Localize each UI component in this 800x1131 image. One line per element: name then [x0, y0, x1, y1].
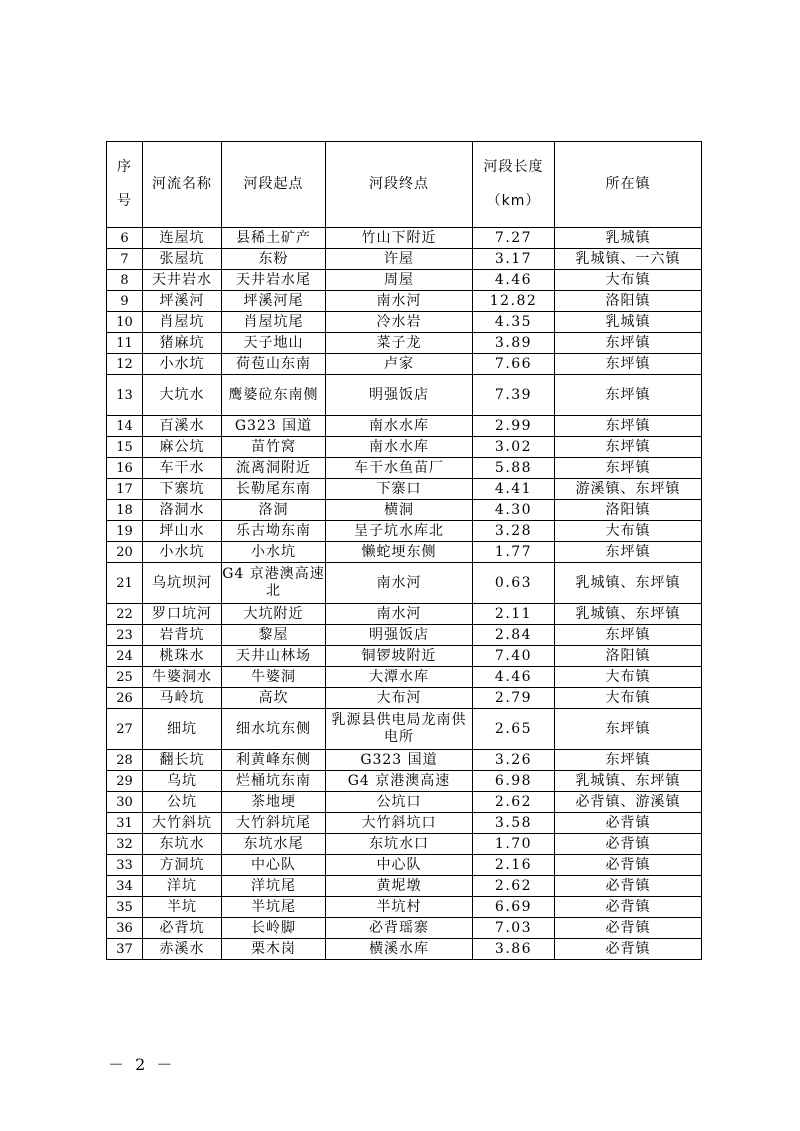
cell-end: 大潭水库: [326, 667, 473, 688]
cell-end: 大布河: [326, 688, 473, 709]
cell-town: 必背镇、游溪镇: [555, 792, 702, 813]
header-length-line2: （km）: [486, 193, 541, 209]
cell-start: 烂桶坑东南: [222, 771, 326, 792]
cell-end: 东坑水口: [326, 834, 473, 855]
cell-seq: 25: [107, 667, 143, 688]
cell-seq: 19: [107, 521, 143, 542]
cell-start: 大坑附近: [222, 604, 326, 625]
table-row: [107, 416, 702, 437]
cell-start: 小水坑: [222, 542, 326, 563]
cell-length: 5.88: [473, 458, 555, 479]
cell-end: 乳源县供电局龙南供电所: [326, 709, 473, 750]
cell-river-name: 麻公坑: [143, 437, 222, 458]
cell-length: 3.28: [473, 521, 555, 542]
table-row: [107, 291, 702, 312]
cell-length: 7.66: [473, 354, 555, 375]
cell-seq: 34: [107, 876, 143, 897]
cell-river-name: 天井岩水: [143, 270, 222, 291]
cell-seq: 31: [107, 813, 143, 834]
cell-seq: 20: [107, 542, 143, 563]
header-seq: [107, 142, 143, 228]
cell-seq: 7: [107, 249, 143, 270]
cell-length: 4.46: [473, 270, 555, 291]
cell-start: 天子地山: [222, 333, 326, 354]
cell-end: 许屋: [326, 249, 473, 270]
cell-seq: 14: [107, 416, 143, 437]
table-row: [107, 270, 702, 291]
cell-town: 大布镇: [555, 667, 702, 688]
cell-seq: 16: [107, 458, 143, 479]
cell-river-name: 半坑: [143, 897, 222, 918]
cell-river-name: 细坑: [143, 709, 222, 750]
cell-river-name: 东坑水: [143, 834, 222, 855]
header-river-name: 河流名称: [143, 142, 222, 228]
cell-start: 茶地埂: [222, 792, 326, 813]
header-seq-line1: 序: [117, 159, 132, 175]
cell-end: 大竹斜坑口: [326, 813, 473, 834]
table-row: [107, 792, 702, 813]
cell-river-name: 公坑: [143, 792, 222, 813]
cell-start: 半坑尾: [222, 897, 326, 918]
cell-town: 东坪镇: [555, 709, 702, 750]
cell-end: 横溪水库: [326, 939, 473, 960]
cell-town: 必背镇: [555, 876, 702, 897]
cell-length: 3.02: [473, 437, 555, 458]
cell-end: 中心队: [326, 855, 473, 876]
cell-town: 洛阳镇: [555, 291, 702, 312]
cell-river-name: 方洞坑: [143, 855, 222, 876]
cell-town: 必背镇: [555, 918, 702, 939]
cell-seq: 12: [107, 354, 143, 375]
header-seq-line2: 号: [117, 193, 132, 209]
cell-length: 2.16: [473, 855, 555, 876]
cell-town: 乳城镇、东坪镇: [555, 563, 702, 604]
cell-town: 乳城镇: [555, 228, 702, 249]
cell-seq: 29: [107, 771, 143, 792]
cell-start: 洛洞: [222, 500, 326, 521]
cell-length: 7.40: [473, 646, 555, 667]
cell-length: 0.63: [473, 563, 555, 604]
cell-end: 横洞: [326, 500, 473, 521]
cell-start: 中心队: [222, 855, 326, 876]
cell-river-name: 张屋坑: [143, 249, 222, 270]
cell-length: 3.86: [473, 939, 555, 960]
cell-river-name: 坪溪河: [143, 291, 222, 312]
cell-town: 洛阳镇: [555, 646, 702, 667]
cell-length: 2.99: [473, 416, 555, 437]
table-body: [107, 228, 702, 960]
cell-river-name: 翻长坑: [143, 750, 222, 771]
cell-start: 县稀土矿产: [222, 228, 326, 249]
cell-end: G323 国道: [326, 750, 473, 771]
cell-river-name: 大坑水: [143, 375, 222, 416]
cell-length: 6.69: [473, 897, 555, 918]
table-row: [107, 479, 702, 500]
cell-end: 车干水鱼苗厂: [326, 458, 473, 479]
cell-start: 长岭脚: [222, 918, 326, 939]
cell-seq: 17: [107, 479, 143, 500]
cell-length: 3.89: [473, 333, 555, 354]
cell-town: 东坪镇: [555, 625, 702, 646]
cell-seq: 11: [107, 333, 143, 354]
cell-start: 洋坑尾: [222, 876, 326, 897]
cell-town: 必背镇: [555, 834, 702, 855]
cell-end: 菜子龙: [326, 333, 473, 354]
cell-town: 必背镇: [555, 855, 702, 876]
cell-length: 3.26: [473, 750, 555, 771]
cell-town: 乳城镇、东坪镇: [555, 771, 702, 792]
cell-town: 东坪镇: [555, 437, 702, 458]
cell-town: 必背镇: [555, 939, 702, 960]
cell-town: 大布镇: [555, 270, 702, 291]
cell-river-name: 大竹斜坑: [143, 813, 222, 834]
cell-river-name: 牛婆洞水: [143, 667, 222, 688]
cell-town: 东坪镇: [555, 375, 702, 416]
cell-length: 2.84: [473, 625, 555, 646]
table-row: [107, 646, 702, 667]
cell-start: 荷苞山东南: [222, 354, 326, 375]
header-start: 河段起点: [222, 142, 326, 228]
table-row: [107, 939, 702, 960]
cell-river-name: 小水坑: [143, 542, 222, 563]
cell-end: 卢家: [326, 354, 473, 375]
table-row: [107, 855, 702, 876]
cell-seq: 6: [107, 228, 143, 249]
cell-seq: 9: [107, 291, 143, 312]
cell-seq: 15: [107, 437, 143, 458]
cell-start: G4 京港澳高速北: [222, 563, 326, 604]
header-length-line1: 河段长度: [483, 159, 544, 175]
cell-river-name: 罗口坑河: [143, 604, 222, 625]
cell-start: 鹰婆砬东南侧: [222, 375, 326, 416]
table-row: [107, 228, 702, 249]
cell-start: G323 国道: [222, 416, 326, 437]
cell-river-name: 肖屋坑: [143, 312, 222, 333]
cell-start: 高坎: [222, 688, 326, 709]
cell-length: 12.82: [473, 291, 555, 312]
table-row: [107, 458, 702, 479]
cell-town: 乳城镇、东坪镇: [555, 604, 702, 625]
cell-river-name: 洋坑: [143, 876, 222, 897]
table-row: [107, 312, 702, 333]
cell-end: 南水河: [326, 291, 473, 312]
cell-length: 1.70: [473, 834, 555, 855]
cell-river-name: 车干水: [143, 458, 222, 479]
cell-end: 铜锣坡附近: [326, 646, 473, 667]
table-row: [107, 333, 702, 354]
cell-town: 东坪镇: [555, 458, 702, 479]
table-header: [107, 142, 702, 228]
cell-end: 明强饭店: [326, 625, 473, 646]
cell-start: 天井山林场: [222, 646, 326, 667]
cell-river-name: 必背坑: [143, 918, 222, 939]
cell-town: 东坪镇: [555, 354, 702, 375]
cell-seq: 37: [107, 939, 143, 960]
cell-river-name: 马岭坑: [143, 688, 222, 709]
cell-town: 东坪镇: [555, 750, 702, 771]
cell-length: 4.46: [473, 667, 555, 688]
cell-length: 7.03: [473, 918, 555, 939]
cell-town: 乳城镇: [555, 312, 702, 333]
cell-end: G4 京港澳高速: [326, 771, 473, 792]
cell-river-name: 赤溪水: [143, 939, 222, 960]
cell-end: 南水河: [326, 604, 473, 625]
cell-end: 冷水岩: [326, 312, 473, 333]
page-number: － 2 －: [108, 1055, 176, 1074]
cell-town: 游溪镇、东坪镇: [555, 479, 702, 500]
table-row: [107, 437, 702, 458]
table-row: [107, 771, 702, 792]
cell-end: 懒蛇埂东侧: [326, 542, 473, 563]
cell-seq: 13: [107, 375, 143, 416]
cell-town: 洛阳镇: [555, 500, 702, 521]
cell-length: 2.62: [473, 876, 555, 897]
cell-town: 东坪镇: [555, 542, 702, 563]
cell-length: 4.41: [473, 479, 555, 500]
table-row: [107, 897, 702, 918]
cell-river-name: 百溪水: [143, 416, 222, 437]
cell-river-name: 乌坑坝河: [143, 563, 222, 604]
table-row: [107, 709, 702, 750]
table-row: [107, 563, 702, 604]
cell-start: 东坑水尾: [222, 834, 326, 855]
cell-town: 大布镇: [555, 521, 702, 542]
table-row: [107, 604, 702, 625]
table-row: [107, 667, 702, 688]
header-end: 河段终点: [326, 142, 473, 228]
cell-seq: 10: [107, 312, 143, 333]
table-row: [107, 813, 702, 834]
cell-start: 乐古坳东南: [222, 521, 326, 542]
cell-end: 竹山下附近: [326, 228, 473, 249]
cell-start: 利黄峰东侧: [222, 750, 326, 771]
cell-end: 南水水库: [326, 416, 473, 437]
cell-start: 苗竹窝: [222, 437, 326, 458]
cell-seq: 23: [107, 625, 143, 646]
cell-river-name: 洛洞水: [143, 500, 222, 521]
cell-seq: 35: [107, 897, 143, 918]
cell-seq: 22: [107, 604, 143, 625]
cell-seq: 24: [107, 646, 143, 667]
cell-seq: 26: [107, 688, 143, 709]
cell-seq: 21: [107, 563, 143, 604]
cell-end: 呈子坑水库北: [326, 521, 473, 542]
cell-start: 栗木岗: [222, 939, 326, 960]
cell-length: 2.62: [473, 792, 555, 813]
cell-start: 流离洞附近: [222, 458, 326, 479]
table-row: [107, 521, 702, 542]
table-row: [107, 688, 702, 709]
cell-length: 1.77: [473, 542, 555, 563]
cell-seq: 32: [107, 834, 143, 855]
cell-river-name: 坪山水: [143, 521, 222, 542]
cell-length: 2.79: [473, 688, 555, 709]
table-row: [107, 500, 702, 521]
cell-river-name: 连屋坑: [143, 228, 222, 249]
cell-river-name: 岩背坑: [143, 625, 222, 646]
cell-town: 必背镇: [555, 897, 702, 918]
cell-seq: 30: [107, 792, 143, 813]
cell-length: 3.58: [473, 813, 555, 834]
cell-end: 黄坭墩: [326, 876, 473, 897]
cell-start: 天井岩水尾: [222, 270, 326, 291]
cell-length: 2.65: [473, 709, 555, 750]
table-row: [107, 354, 702, 375]
cell-end: 下寨口: [326, 479, 473, 500]
cell-river-name: 桃珠水: [143, 646, 222, 667]
cell-length: 7.27: [473, 228, 555, 249]
header-town: 所在镇: [555, 142, 702, 228]
cell-town: 东坪镇: [555, 416, 702, 437]
cell-river-name: 猪麻坑: [143, 333, 222, 354]
cell-end: 明强饭店: [326, 375, 473, 416]
cell-end: 公坑口: [326, 792, 473, 813]
river-table: [106, 141, 702, 960]
cell-seq: 28: [107, 750, 143, 771]
cell-length: 3.17: [473, 249, 555, 270]
table-row: [107, 876, 702, 897]
table-row: [107, 834, 702, 855]
table-row: [107, 918, 702, 939]
table-row: [107, 375, 702, 416]
cell-end: 半坑村: [326, 897, 473, 918]
table-row: [107, 750, 702, 771]
cell-town: 东坪镇: [555, 333, 702, 354]
cell-river-name: 下寨坑: [143, 479, 222, 500]
cell-end: 南水水库: [326, 437, 473, 458]
table-row: [107, 249, 702, 270]
cell-seq: 8: [107, 270, 143, 291]
cell-end: 周屋: [326, 270, 473, 291]
cell-length: 2.11: [473, 604, 555, 625]
cell-seq: 36: [107, 918, 143, 939]
cell-river-name: 乌坑: [143, 771, 222, 792]
cell-length: 7.39: [473, 375, 555, 416]
cell-town: 大布镇: [555, 688, 702, 709]
cell-seq: 27: [107, 709, 143, 750]
cell-start: 东粉: [222, 249, 326, 270]
cell-length: 4.30: [473, 500, 555, 521]
cell-length: 6.98: [473, 771, 555, 792]
cell-start: 长勒尾东南: [222, 479, 326, 500]
cell-start: 肖屋坑尾: [222, 312, 326, 333]
table-row: [107, 542, 702, 563]
cell-seq: 33: [107, 855, 143, 876]
cell-start: 黎屋: [222, 625, 326, 646]
cell-start: 牛婆洞: [222, 667, 326, 688]
cell-town: 乳城镇、一六镇: [555, 249, 702, 270]
cell-river-name: 小水坑: [143, 354, 222, 375]
cell-end: 必背瑶寨: [326, 918, 473, 939]
cell-start: 大竹斜坑尾: [222, 813, 326, 834]
header-length: [473, 142, 555, 228]
cell-seq: 18: [107, 500, 143, 521]
table-row: [107, 625, 702, 646]
cell-town: 必背镇: [555, 813, 702, 834]
cell-start: 坪溪河尾: [222, 291, 326, 312]
cell-length: 4.35: [473, 312, 555, 333]
cell-end: 南水河: [326, 563, 473, 604]
cell-start: 细水坑东侧: [222, 709, 326, 750]
